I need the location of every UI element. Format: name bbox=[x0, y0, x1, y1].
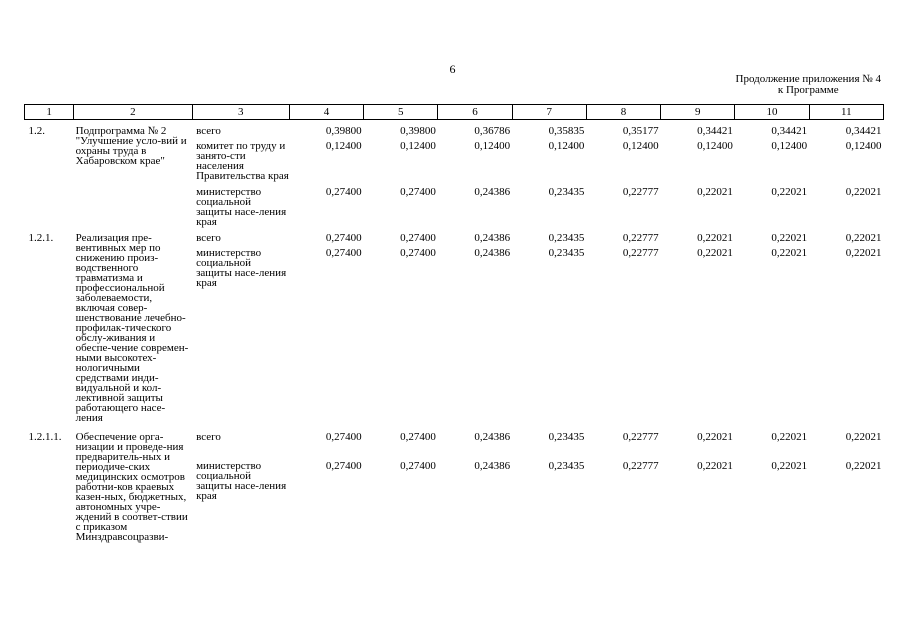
header-cell: 3 bbox=[192, 105, 289, 120]
row-value: 0,24386 bbox=[474, 460, 511, 473]
header-cell: 8 bbox=[586, 105, 660, 120]
row-source: министерство социальной защиты насе-ления края bbox=[196, 247, 287, 289]
row-name: Обеспечение орга-низации и проведе-ния предваритель-ных и периодиче-ских медицинских осмотров работни-ков краевых казен-ных, бюджетных, автономных учре-ждений в соответ-ствии с приказом Минздравсоцразви- bbox=[75, 431, 188, 543]
row-source: министерство социальной защиты насе-ления края bbox=[196, 460, 287, 503]
table-row bbox=[25, 426, 884, 456]
row-name: Подпрограмма № 2 "Улучшение усло-вий и охраны труда в Хабаровском крае" bbox=[75, 125, 187, 167]
row-value: 0,27400 bbox=[400, 247, 436, 259]
row-value: 0,22777 bbox=[622, 247, 659, 259]
row-value: 0,34421 bbox=[697, 125, 733, 137]
row-value: 0,39800 bbox=[325, 125, 362, 137]
row-value: 0,12400 bbox=[622, 140, 659, 152]
row-value: 0,23435 bbox=[548, 431, 585, 443]
row-value: 0,22021 bbox=[845, 431, 882, 443]
row-value: 0,12400 bbox=[771, 140, 808, 152]
row-value: 0,22777 bbox=[622, 460, 659, 473]
funding-table bbox=[24, 104, 884, 542]
row-code: 1.2.1. bbox=[28, 232, 54, 244]
row-value: 0,27400 bbox=[325, 232, 362, 244]
row-value: 0,22021 bbox=[771, 247, 808, 259]
row-value: 0,22021 bbox=[845, 232, 882, 244]
row-value: 0,27400 bbox=[325, 247, 362, 259]
header-cell: 9 bbox=[661, 105, 735, 120]
row-value: 0,12400 bbox=[474, 140, 511, 152]
row-value: 0,22021 bbox=[771, 460, 808, 473]
row-value: 0,27400 bbox=[400, 232, 436, 244]
row-value: 0,22021 bbox=[697, 232, 733, 244]
row-value: 0,22021 bbox=[771, 431, 808, 443]
row-value: 0,27400 bbox=[400, 186, 436, 198]
row-value: 0,39800 bbox=[400, 125, 436, 137]
row-source: министерство социальной защиты насе-ления края bbox=[196, 186, 287, 228]
row-value: 0,22021 bbox=[845, 247, 882, 259]
row-source: всего bbox=[196, 232, 221, 244]
row-value: 0,34421 bbox=[845, 125, 882, 137]
row-code: 1.2.1.1. bbox=[28, 431, 62, 443]
row-value: 0,22021 bbox=[771, 186, 808, 198]
table-row bbox=[25, 120, 884, 137]
row-code bbox=[25, 456, 74, 542]
continuation-line-2: к Программе bbox=[777, 84, 839, 96]
page-number: 6 bbox=[449, 62, 456, 76]
row-source: всего bbox=[196, 125, 221, 137]
row-value: 0,35177 bbox=[622, 125, 659, 137]
row-source: комитет по труду и занято-сти населения Правительства края bbox=[196, 140, 289, 182]
row-value: 0,22021 bbox=[771, 232, 808, 244]
row-code: 1.2. bbox=[28, 125, 45, 137]
row-value: 0,12400 bbox=[845, 140, 882, 152]
table-row bbox=[25, 227, 884, 243]
row-value: 0,24386 bbox=[474, 186, 511, 198]
row-source: всего bbox=[196, 431, 221, 443]
header-cell: 4 bbox=[289, 105, 363, 120]
row-value: 0,22777 bbox=[622, 186, 659, 198]
row-value: 0,22777 bbox=[622, 232, 659, 244]
header-cell: 11 bbox=[809, 105, 883, 120]
row-value: 0,22021 bbox=[697, 460, 733, 473]
header-cell: 6 bbox=[438, 105, 512, 120]
row-value: 0,27400 bbox=[400, 431, 436, 443]
row-value: 0,23435 bbox=[548, 460, 585, 473]
row-value: 0,24386 bbox=[474, 232, 511, 244]
row-value: 0,23435 bbox=[548, 232, 585, 244]
row-value: 0,23435 bbox=[548, 186, 585, 198]
row-value: 0,22021 bbox=[697, 431, 733, 443]
row-value: 0,12400 bbox=[697, 140, 733, 152]
row-value: 0,12400 bbox=[400, 140, 436, 152]
row-value: 0,27400 bbox=[325, 460, 362, 473]
row-value: 0,24386 bbox=[474, 247, 511, 259]
header-cell: 7 bbox=[512, 105, 586, 120]
row-value: 0,22021 bbox=[845, 460, 882, 473]
continuation-line-1: Продолжение приложения № 4 bbox=[735, 73, 881, 85]
header-cell: 10 bbox=[735, 105, 809, 120]
row-value: 0,22777 bbox=[622, 431, 659, 443]
row-value: 0,24386 bbox=[474, 431, 511, 443]
header-cell: 1 bbox=[25, 105, 74, 120]
header-cell: 5 bbox=[364, 105, 438, 120]
row-value: 0,34421 bbox=[771, 125, 808, 137]
row-value: 0,35835 bbox=[548, 125, 585, 137]
header-cell: 2 bbox=[74, 105, 192, 120]
row-value: 0,12400 bbox=[325, 140, 362, 152]
row-value: 0,22021 bbox=[697, 247, 733, 259]
row-code bbox=[25, 181, 74, 227]
header-row bbox=[25, 105, 884, 120]
row-value: 0,22021 bbox=[845, 186, 882, 198]
row-value: 0,23435 bbox=[548, 247, 585, 259]
row-code bbox=[25, 136, 74, 181]
continuation-note bbox=[736, 74, 881, 96]
row-value: 0,22021 bbox=[697, 186, 733, 198]
row-value: 0,27400 bbox=[325, 186, 362, 198]
row-value: 0,36786 bbox=[474, 125, 511, 137]
row-code bbox=[25, 243, 74, 426]
row-value: 0,27400 bbox=[400, 460, 436, 473]
row-value: 0,27400 bbox=[325, 431, 362, 443]
row-value: 0,12400 bbox=[548, 140, 585, 152]
row-name: Реализация пре-вентивных мер по снижению произ-водственного травматизма и профессиональной заболеваемости, включая совер-шенствование лечебно-профилак-тического обслу-живания и обеспе-чение современ-ными высокотех-нологичными средствами инди-видуальной и кол-лективной защиты работающего насе-ления bbox=[75, 232, 189, 424]
